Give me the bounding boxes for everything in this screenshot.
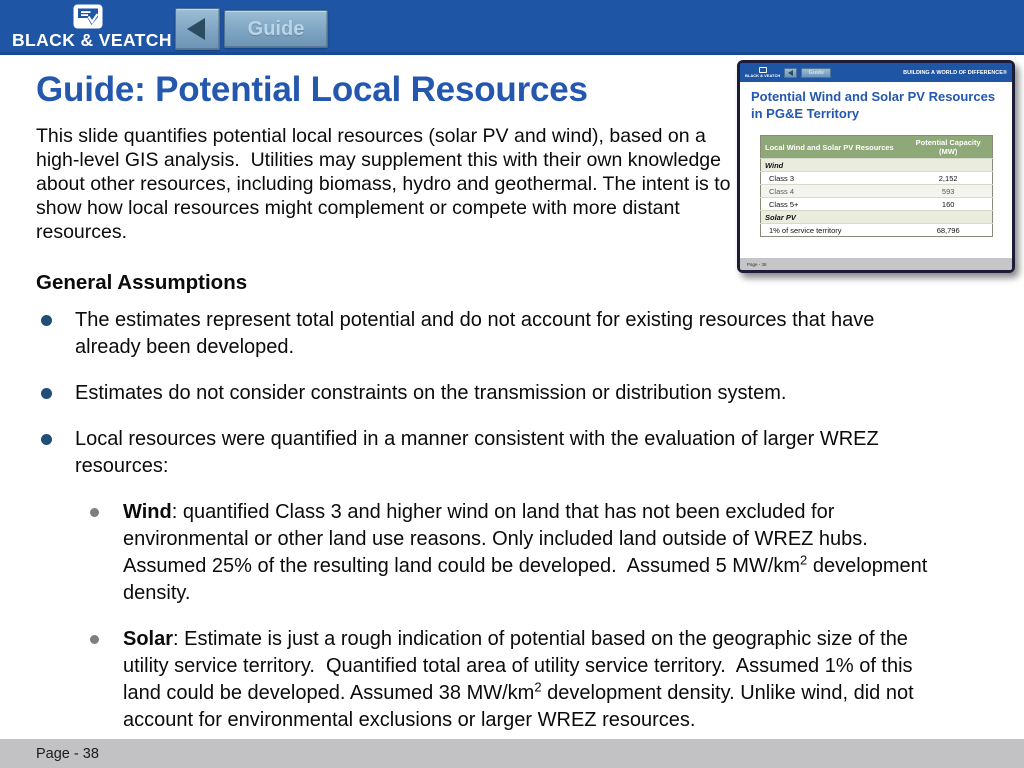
thumbnail-header-bar	[740, 63, 1012, 82]
table-section-row-wind	[761, 159, 993, 172]
bullet-text: Local resources were quantified in a manner consistent with the evaluation of larger WREZ resources:	[75, 428, 885, 477]
table-col1-header: Local Wind and Solar PV Resources	[761, 136, 905, 159]
back-button[interactable]	[175, 8, 220, 50]
sub-bullet-body: : Estimate is just a rough indication of potential based on the geographic size of the utility service territory. Quantified total area of utility service territory. Assumed 1% of this land could be developed. Assumed 38 MW/km	[123, 628, 919, 704]
sub-bullet-body: : quantified Class 3 and higher wind on land that has not been excluded for environmental or other land use reasons. Only included land outside of WREZ hubs. Assumed 25% of the resulting land could be developed. Assumed 5 MW/km	[123, 501, 873, 577]
table-cell	[904, 211, 992, 224]
bullet-text: Estimates do not consider constraints on the transmission or distribution system.	[75, 382, 787, 404]
brand-name: BLACK & VEATCH	[12, 30, 172, 50]
thumbnail-guide-button: Guide	[801, 68, 831, 78]
black-veatch-logo	[12, 4, 172, 51]
table-col2-header-line2: (MW)	[939, 147, 958, 156]
table-col2-header	[904, 136, 992, 159]
list-item	[36, 426, 1008, 480]
page-footer	[0, 739, 1024, 768]
table-cell: 2,152	[904, 172, 992, 185]
table-cell: 593	[904, 185, 992, 198]
bullet-icon	[41, 315, 52, 326]
thumbnail-back-button	[784, 68, 797, 78]
page-title: Guide: Potential Local Resources	[36, 70, 588, 109]
table-cell: Solar PV	[761, 211, 905, 224]
table-cell: 68,796	[904, 224, 992, 237]
page-number-label: Page - 38	[36, 745, 99, 762]
table-header-row	[761, 136, 993, 159]
table-row-service-territory	[761, 224, 993, 237]
list-item-solar	[84, 626, 1008, 734]
table-cell	[904, 159, 992, 172]
resources-table	[760, 135, 993, 237]
superscript: 2	[534, 679, 542, 695]
sub-bullet-lead: Solar	[123, 628, 174, 650]
table-cell: 1% of service territory	[761, 224, 905, 237]
bullet-list	[36, 307, 1008, 753]
thumbnail-page-footer: Page - 38	[740, 258, 1012, 270]
sub-bullet-text	[123, 499, 945, 607]
table-col2-header-line1: Potential Capacity	[915, 138, 981, 147]
sub-bullet-body-end: development density.	[123, 555, 933, 604]
black-veatch-logo-icon	[73, 4, 103, 29]
top-navigation-bar	[0, 0, 1024, 55]
bullet-icon	[41, 388, 52, 399]
section-heading: General Assumptions	[36, 271, 248, 294]
list-item-wind	[84, 499, 1008, 607]
sub-bullet-icon	[90, 508, 99, 517]
guide-button-label: Guide	[247, 17, 305, 40]
thumbnail-back-arrow-icon	[788, 70, 793, 76]
table-row-class5plus	[761, 198, 993, 211]
back-arrow-icon	[187, 18, 205, 40]
table-cell: Class 3	[761, 172, 905, 185]
slide-thumbnail[interactable]	[737, 60, 1015, 273]
table-cell: 160	[904, 198, 992, 211]
table-cell: Class 5+	[761, 198, 905, 211]
list-item	[36, 380, 1008, 407]
thumbnail-tagline: BUILDING A WORLD OF DIFFERENCE®	[903, 69, 1007, 76]
table-row-class4	[761, 185, 993, 198]
superscript: 2	[800, 552, 808, 568]
sub-bullet-lead: Wind	[123, 501, 172, 523]
sub-bullet-body-end: development density. Unlike wind, did not account for environmental exclusions or larger WREZ resources.	[123, 682, 920, 731]
table-row-class3	[761, 172, 993, 185]
intro-paragraph: This slide quantifies potential local resources (solar PV and wind), based on a high-level GIS analysis. Utilities may supplement this with their own knowledge about other resources, including biomass, hydro and geothermal. The intent is to show how local resources might complement or compete with more distant resources.	[36, 125, 736, 243]
bullet-text: The estimates represent total potential and do not account for existing resources that have already been developed.	[75, 309, 880, 358]
thumbnail-slide-title: Potential Wind and Solar PV Resources in PG&E Territory	[751, 89, 996, 121]
table-section-row-solar	[761, 211, 993, 224]
sub-bullet-text	[123, 626, 945, 734]
thumbnail-logo	[745, 67, 780, 78]
thumbnail-brand-name: BLACK & VEATCH	[745, 73, 781, 78]
thumbnail-logo-icon	[759, 67, 767, 73]
guide-button[interactable]	[224, 10, 328, 48]
list-item	[36, 307, 1008, 361]
sub-bullet-icon	[90, 635, 99, 644]
table-cell: Class 4	[761, 185, 905, 198]
bullet-icon	[41, 434, 52, 445]
table-cell: Wind	[761, 159, 905, 172]
